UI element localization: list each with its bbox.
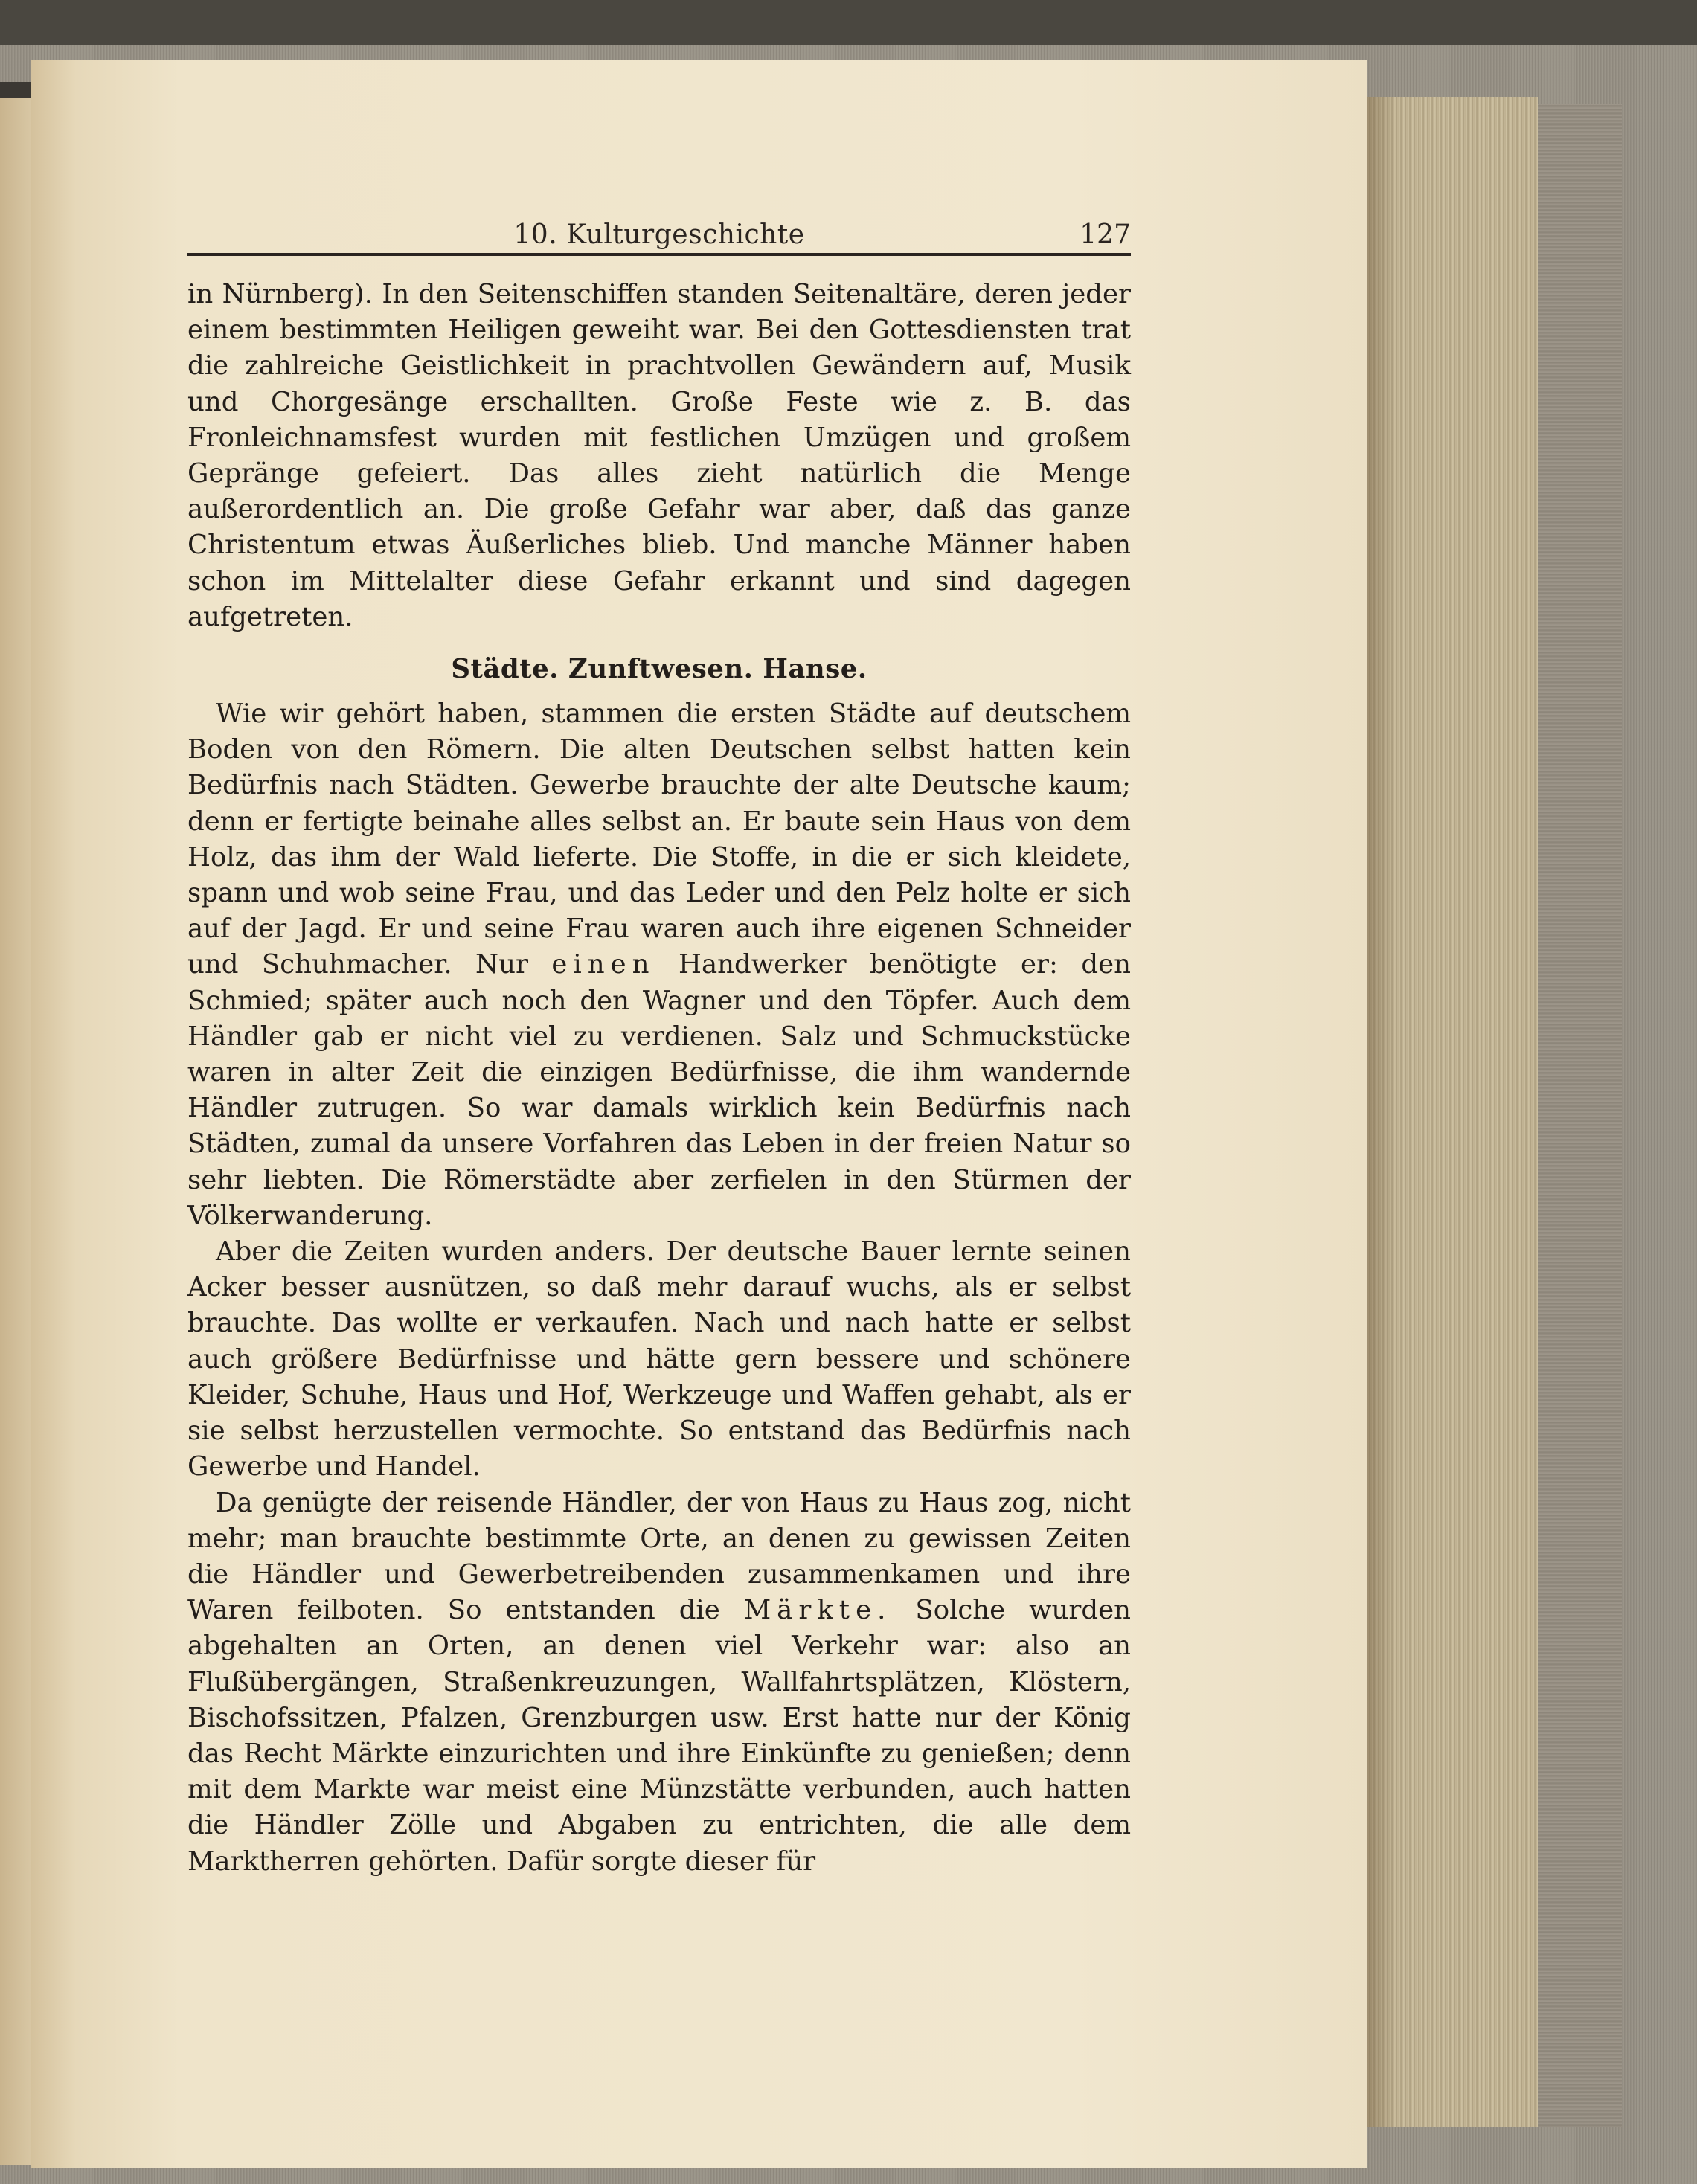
paragraph-3-part-b: Solche wurden abgehalten an Orten, an denen viel Verkehr war: also an Flußübergängen, Straßenkreuzungen, Wallfahrtsplätzen, Klöstern, Bischofssitzen, Pfalzen, Grenzburgen usw. Erst hatte nur der König das Recht Märkte einzurichten und ihre Einkünfte zu genießen; denn mit dem Markte war meist eine Münzstätte verbunden, auch hatten die Händler Zölle und Abgaben zu entrichten, die alle dem Marktherren gehörten. Dafür sorgte dieser für bbox=[187, 1595, 1131, 1877]
emphasis-einen: einen bbox=[551, 949, 655, 980]
page-edge-shadow bbox=[1367, 97, 1396, 2127]
top-shadow bbox=[0, 0, 1697, 45]
paragraph-2: Aber die Zeiten wurden anders. Der deutsche Bauer lernte seinen Acker besser ausnützen, so daß mehr darauf wuchs, als er selbst brauchte. Das wollte er verkaufen. Nach und nach hatte er selbst auch größere Bedürfnisse und hätte gern bessere und schönere Kleider, Schuhe, Haus und Hof, Werkzeuge und Waffen gehabt, als er sie selbst herzustellen vermochte. So entstand das Bedürfnis nach Gewerbe und Handel. bbox=[187, 1236, 1131, 1483]
left-page-band bbox=[0, 82, 31, 98]
running-head: 10. Kulturgeschichte bbox=[513, 219, 805, 250]
paragraph-1 bbox=[187, 696, 1131, 1234]
emphasis-maerkte: Märkte. bbox=[743, 1595, 892, 1626]
page-number: 127 bbox=[1080, 219, 1131, 250]
continuation-paragraph: in Nürnberg). In den Seitenschiffen standen Seitenaltäre, deren jeder einem bestimmten Heiligen geweiht war. Bei den Gottesdiensten trat die zahlreiche Geistlichkeit in prachtvollen Gewändern auf, Musik und Chorgesänge erschallten. Große Feste wie z. B. das Fronleichnamsfest wurden mit festlichen Umzügen und großem Gepränge gefeiert. Das alles zieht natürlich die Menge außerordentlich an. Die große Gefahr war aber, daß das ganze Christentum etwas Äußerliches blieb. Und manche Männer haben schon im Mittelalter diese Gefahr erkannt und sind dagegen aufgetreten. bbox=[187, 279, 1131, 632]
section-heading: Städte. Zunftwesen. Hanse. bbox=[451, 654, 867, 685]
left-page-edge bbox=[0, 82, 31, 2165]
book-spine-cover bbox=[1533, 104, 1622, 2127]
paragraph-3-part-a: Da genügte der reisende Händler, der von Haus zu Haus zog, nicht mehr; man brauchte bestimmte Orte, an denen zu gewissen Zeiten die Händler und Gewerbetreibenden zusammenkamen und ihre Waren feilboten. So entstanden die bbox=[187, 1487, 1131, 1626]
paragraph-1-part-a: Wie wir gehört haben, stammen die ersten Städte auf deutschem Boden von den Römern. Die alten Deutschen selbst hatten kein Bedürfnis nach Städten. Gewerbe brauchte der alte Deutsche kaum; denn er fertigte beinahe alles selbst an. Er baute sein Haus von dem Holz, das ihm der Wald lieferte. Die Stoffe, in die er sich kleidete, spann und wob seine Frau, und das Leder und den Pelz holte er sich auf der Jagd. Er und seine Frau waren auch ihre eigenen Schneider und Schuhmacher. Nur bbox=[187, 698, 1131, 980]
header-rule bbox=[187, 253, 1131, 256]
page-header bbox=[187, 217, 1131, 256]
paragraph-3 bbox=[187, 1486, 1131, 1880]
paragraph-1-part-b: Handwerker benötigte er: den Schmied; später auch noch den Wagner und den Töpfer. Auch dem Händler gab er nicht viel zu verdienen. Salz und Schmuckstücke waren in alter Zeit die einzigen Bedürfnisse, die ihm wandernde Händler zutrugen. So war damals wirklich kein Bedürfnis nach Städten, zumal da unsere Vorfahren das Leben in der freien Natur so sehr liebten. Die Römerstädte aber zerfielen in den Stürmen der Völkerwanderung. bbox=[187, 949, 1131, 1231]
body-text bbox=[187, 277, 1131, 1880]
